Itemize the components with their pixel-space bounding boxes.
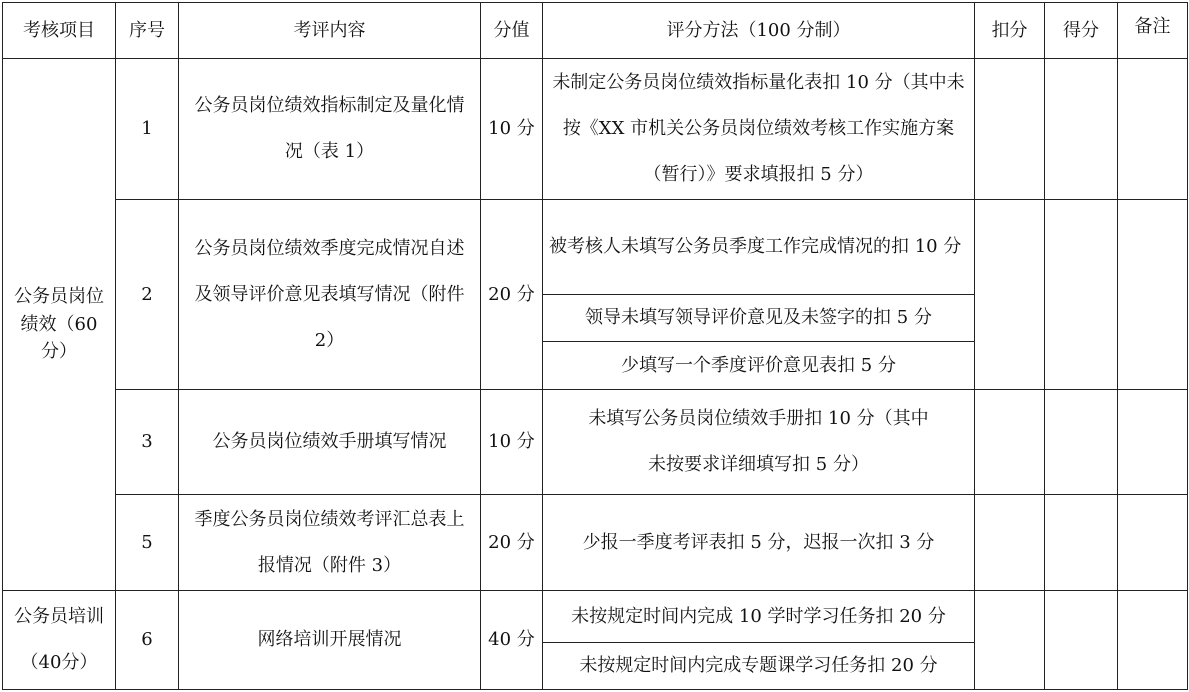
row-score: 10 分 xyxy=(481,390,543,495)
row-method: 未填写公务员岗位绩效手册扣 10 分（其中未按要求详细填写扣 5 分） xyxy=(543,390,975,495)
header-get: 得分 xyxy=(1045,3,1118,59)
get-cell[interactable] xyxy=(1045,200,1118,390)
row-method: 未按规定时间内完成专题课学习任务扣 20 分 xyxy=(543,643,975,690)
row-method: 少报一季度考评表扣 5 分，迟报一次扣 3 分 xyxy=(543,495,975,591)
row-method: 领导未填写领导评价意见及未签字的扣 5 分 xyxy=(543,295,975,342)
group-label-training: 公务员培训（40分） xyxy=(3,591,116,690)
note-cell[interactable] xyxy=(1118,200,1188,390)
row-seq: 2 xyxy=(116,200,179,390)
note-cell[interactable] xyxy=(1118,591,1188,690)
row-score: 10 分 xyxy=(481,59,543,200)
deduct-cell[interactable] xyxy=(975,390,1045,495)
get-cell[interactable] xyxy=(1045,495,1118,591)
table-row xyxy=(3,59,1188,200)
deduct-cell[interactable] xyxy=(975,591,1045,690)
group-label-performance: 公务员岗位绩效（60分） xyxy=(3,59,116,591)
get-cell[interactable] xyxy=(1045,59,1118,200)
row-content: 季度公务员岗位绩效考评汇总表上报情况（附件 3） xyxy=(179,495,481,591)
row-content: 公务员岗位绩效指标制定及量化情况（表 1） xyxy=(179,59,481,200)
row-seq: 1 xyxy=(116,59,179,200)
row-score: 20 分 xyxy=(481,495,543,591)
row-content: 网络培训开展情况 xyxy=(179,591,481,690)
header-content: 考评内容 xyxy=(179,3,481,59)
row-content: 公务员岗位绩效季度完成情况自述及领导评价意见表填写情况（附件 2） xyxy=(179,200,481,390)
assessment-table xyxy=(2,2,1188,690)
header-note: 备注 xyxy=(1118,3,1188,59)
row-method: 少填写一个季度评价意见表扣 5 分 xyxy=(543,342,975,390)
header-project: 考核项目 xyxy=(3,3,116,59)
row-method: 未按规定时间内完成 10 学时学习任务扣 20 分 xyxy=(543,591,975,643)
row-score: 20 分 xyxy=(481,200,543,390)
get-cell[interactable] xyxy=(1045,591,1118,690)
row-content: 公务员岗位绩效手册填写情况 xyxy=(179,390,481,495)
row-score: 40 分 xyxy=(481,591,543,690)
deduct-cell[interactable] xyxy=(975,495,1045,591)
note-cell[interactable] xyxy=(1118,495,1188,591)
header-deduct: 扣分 xyxy=(975,3,1045,59)
header-score: 分值 xyxy=(481,3,543,59)
get-cell[interactable] xyxy=(1045,390,1118,495)
row-seq: 6 xyxy=(116,591,179,690)
note-cell[interactable] xyxy=(1118,59,1188,200)
table-row xyxy=(3,591,1188,643)
header-seq: 序号 xyxy=(116,3,179,59)
table-row xyxy=(3,200,1188,295)
row-method: 未制定公务员岗位绩效指标量化表扣 10 分（其中未按《XX 市机关公务员岗位绩效考核工作实施方案（暂行）》要求填报扣 5 分） xyxy=(543,59,975,200)
table-row xyxy=(3,495,1188,591)
row-seq: 3 xyxy=(116,390,179,495)
header-method: 评分方法（100 分制） xyxy=(543,3,975,59)
header-row xyxy=(3,3,1188,59)
row-seq: 5 xyxy=(116,495,179,591)
deduct-cell[interactable] xyxy=(975,59,1045,200)
note-cell[interactable] xyxy=(1118,390,1188,495)
row-method: 被考核人未填写公务员季度工作完成情况的扣 10 分 xyxy=(543,200,975,295)
table-row xyxy=(3,390,1188,495)
deduct-cell[interactable] xyxy=(975,200,1045,390)
